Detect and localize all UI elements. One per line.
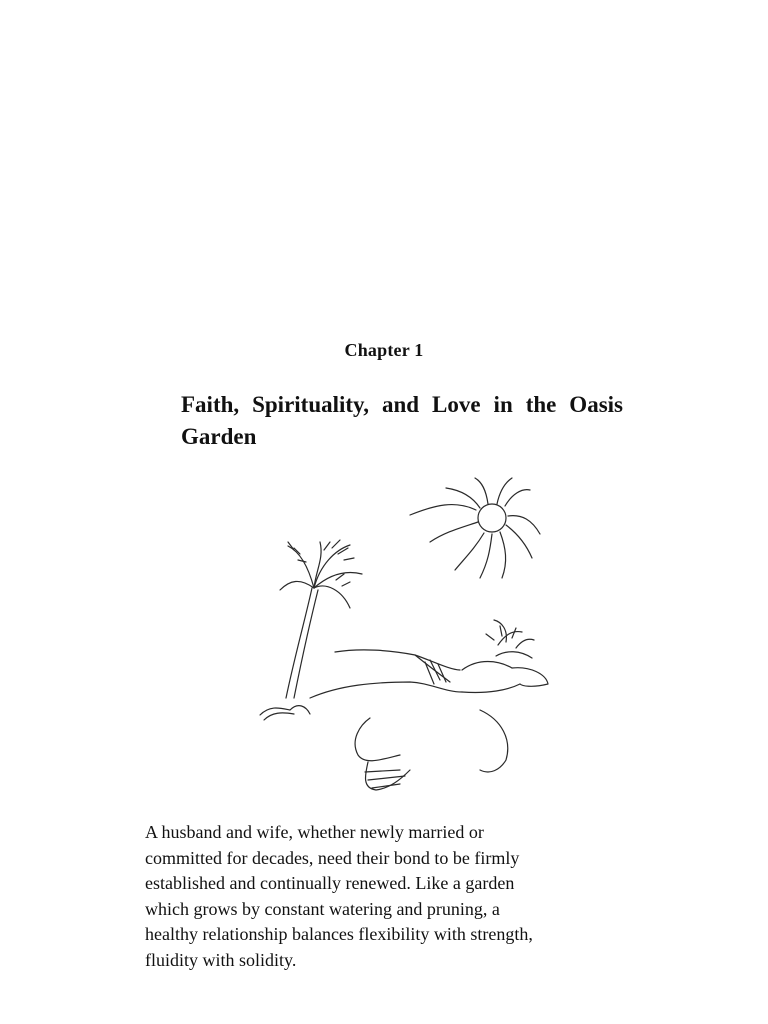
- oasis-sketch-icon: [250, 470, 560, 800]
- path-icon: [310, 650, 548, 790]
- chapter-title: Faith, Spirituality, and Love in the Oasis Garden: [181, 392, 623, 449]
- body-paragraph: A husband and wife, whether newly married or committed for decades, need their bond to be firmly established and continually renewed. Like a garden which grows by constant watering and pruning, a healthy relationship balances flexibility with strength, fluidity with solidity.: [145, 822, 533, 970]
- chapter-label: Chapter 1: [344, 340, 424, 360]
- palm-tree-icon: [260, 540, 362, 720]
- sun-icon: [410, 478, 540, 578]
- small-palm-icon: [486, 620, 534, 658]
